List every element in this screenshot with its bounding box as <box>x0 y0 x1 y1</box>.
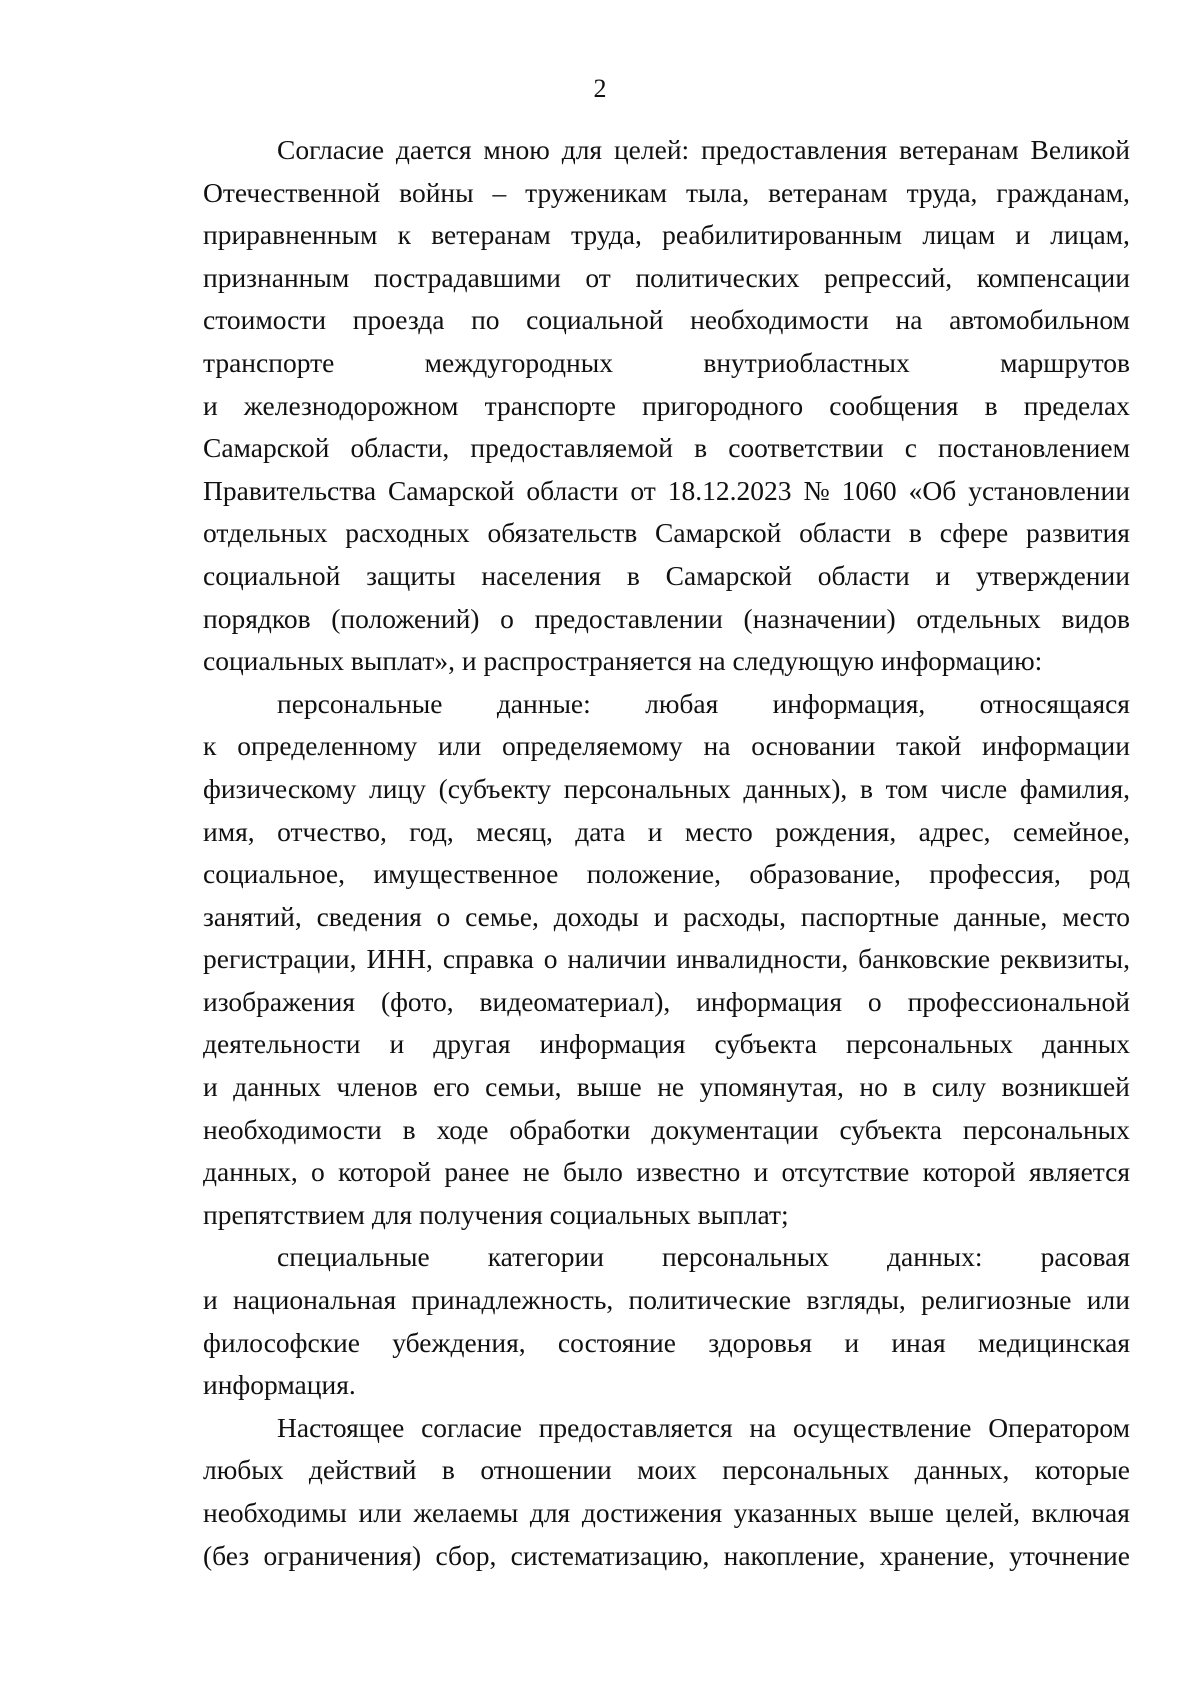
text-line: и данных членов его семьи, выше не упомянутая, но в силу возникшей <box>203 1071 1130 1103</box>
text-line: Самарской области, предоставляемой в соответствии с постановлением <box>203 432 1130 464</box>
text-line: социальное, имущественное положение, образование, профессия, род <box>203 858 1130 890</box>
text-line: необходимости в ходе обработки документации субъекта персональных <box>203 1113 1130 1145</box>
text-line: любых действий в отношении моих персональных данных, которые <box>203 1454 1130 1486</box>
paragraph <box>203 683 1130 1237</box>
text-line: препятствием для получения социальных выплат; <box>203 1198 789 1230</box>
text-line: приравненным к ветеранам труда, реабилитированным лицам и лицам, <box>203 219 1130 251</box>
paragraph <box>203 1236 1130 1406</box>
page-number: 2 <box>593 74 607 103</box>
text-line: социальной защиты населения в Самарской области и утверждении <box>203 559 1130 591</box>
text-line: регистрации, ИНН, справка о наличии инвалидности, банковские реквизиты, <box>203 943 1130 975</box>
text-line: транспорте междугородных внутриобластных маршрутов <box>203 346 1130 378</box>
paragraph <box>203 129 1130 683</box>
text-line: признанным пострадавшими от политических репрессий, компенсации <box>203 261 1130 293</box>
text-line: к определенному или определяемому на основании такой информации <box>203 730 1130 762</box>
text-line: философские убеждения, состояние здоровья и иная медицинская <box>203 1326 1130 1358</box>
text-line: информация. <box>203 1369 356 1401</box>
text-line: специальные категории персональных данных: расовая <box>277 1241 1130 1273</box>
text-line: данных, о которой ранее не было известно и отсутствие которой является <box>203 1156 1130 1188</box>
text-line: (без ограничения) сбор, систематизацию, накопление, хранение, уточнение <box>203 1539 1130 1571</box>
document-body <box>203 129 1130 1577</box>
text-line: Согласие дается мною для целей: предоставления ветеранам Великой <box>277 134 1130 165</box>
text-line: деятельности и другая информация субъекта персональных данных <box>203 1028 1130 1060</box>
text-line: занятий, сведения о семье, доходы и расходы, паспортные данные, место <box>203 900 1130 932</box>
text-line: Отечественной войны – труженикам тыла, ветеранам труда, гражданам, <box>203 176 1130 208</box>
text-line: физическому лицу (субъекту персональных данных), в том числе фамилия, <box>203 772 1130 804</box>
text-line: персональные данные: любая информация, относящаяся <box>277 687 1130 719</box>
text-line: имя, отчество, год, месяц, дата и место рождения, адрес, семейное, <box>203 815 1130 847</box>
text-line: Правительства Самарской области от 18.12.2023 № 1060 «Об установлении <box>203 474 1130 506</box>
text-line: Настоящее согласие предоставляется на осуществление Оператором <box>277 1411 1130 1443</box>
text-line: стоимости проезда по социальной необходимости на автомобильном <box>203 304 1130 336</box>
text-line: порядков (положений) о предоставлении (назначении) отдельных видов <box>203 602 1130 634</box>
text-line: отдельных расходных обязательств Самарской области в сфере развития <box>203 517 1130 549</box>
text-line: социальных выплат», и распространяется на следующую информацию: <box>203 645 1043 677</box>
text-line: необходимы или желаемы для достижения указанных выше целей, включая <box>203 1497 1130 1528</box>
text-line: изображения (фото, видеоматериал), информация о профессиональной <box>203 985 1130 1017</box>
text-line: и национальная принадлежность, политические взгляды, религиозные или <box>203 1284 1130 1316</box>
paragraph <box>203 1407 1130 1577</box>
text-line: и железнодорожном транспорте пригородного сообщения в пределах <box>203 389 1130 421</box>
